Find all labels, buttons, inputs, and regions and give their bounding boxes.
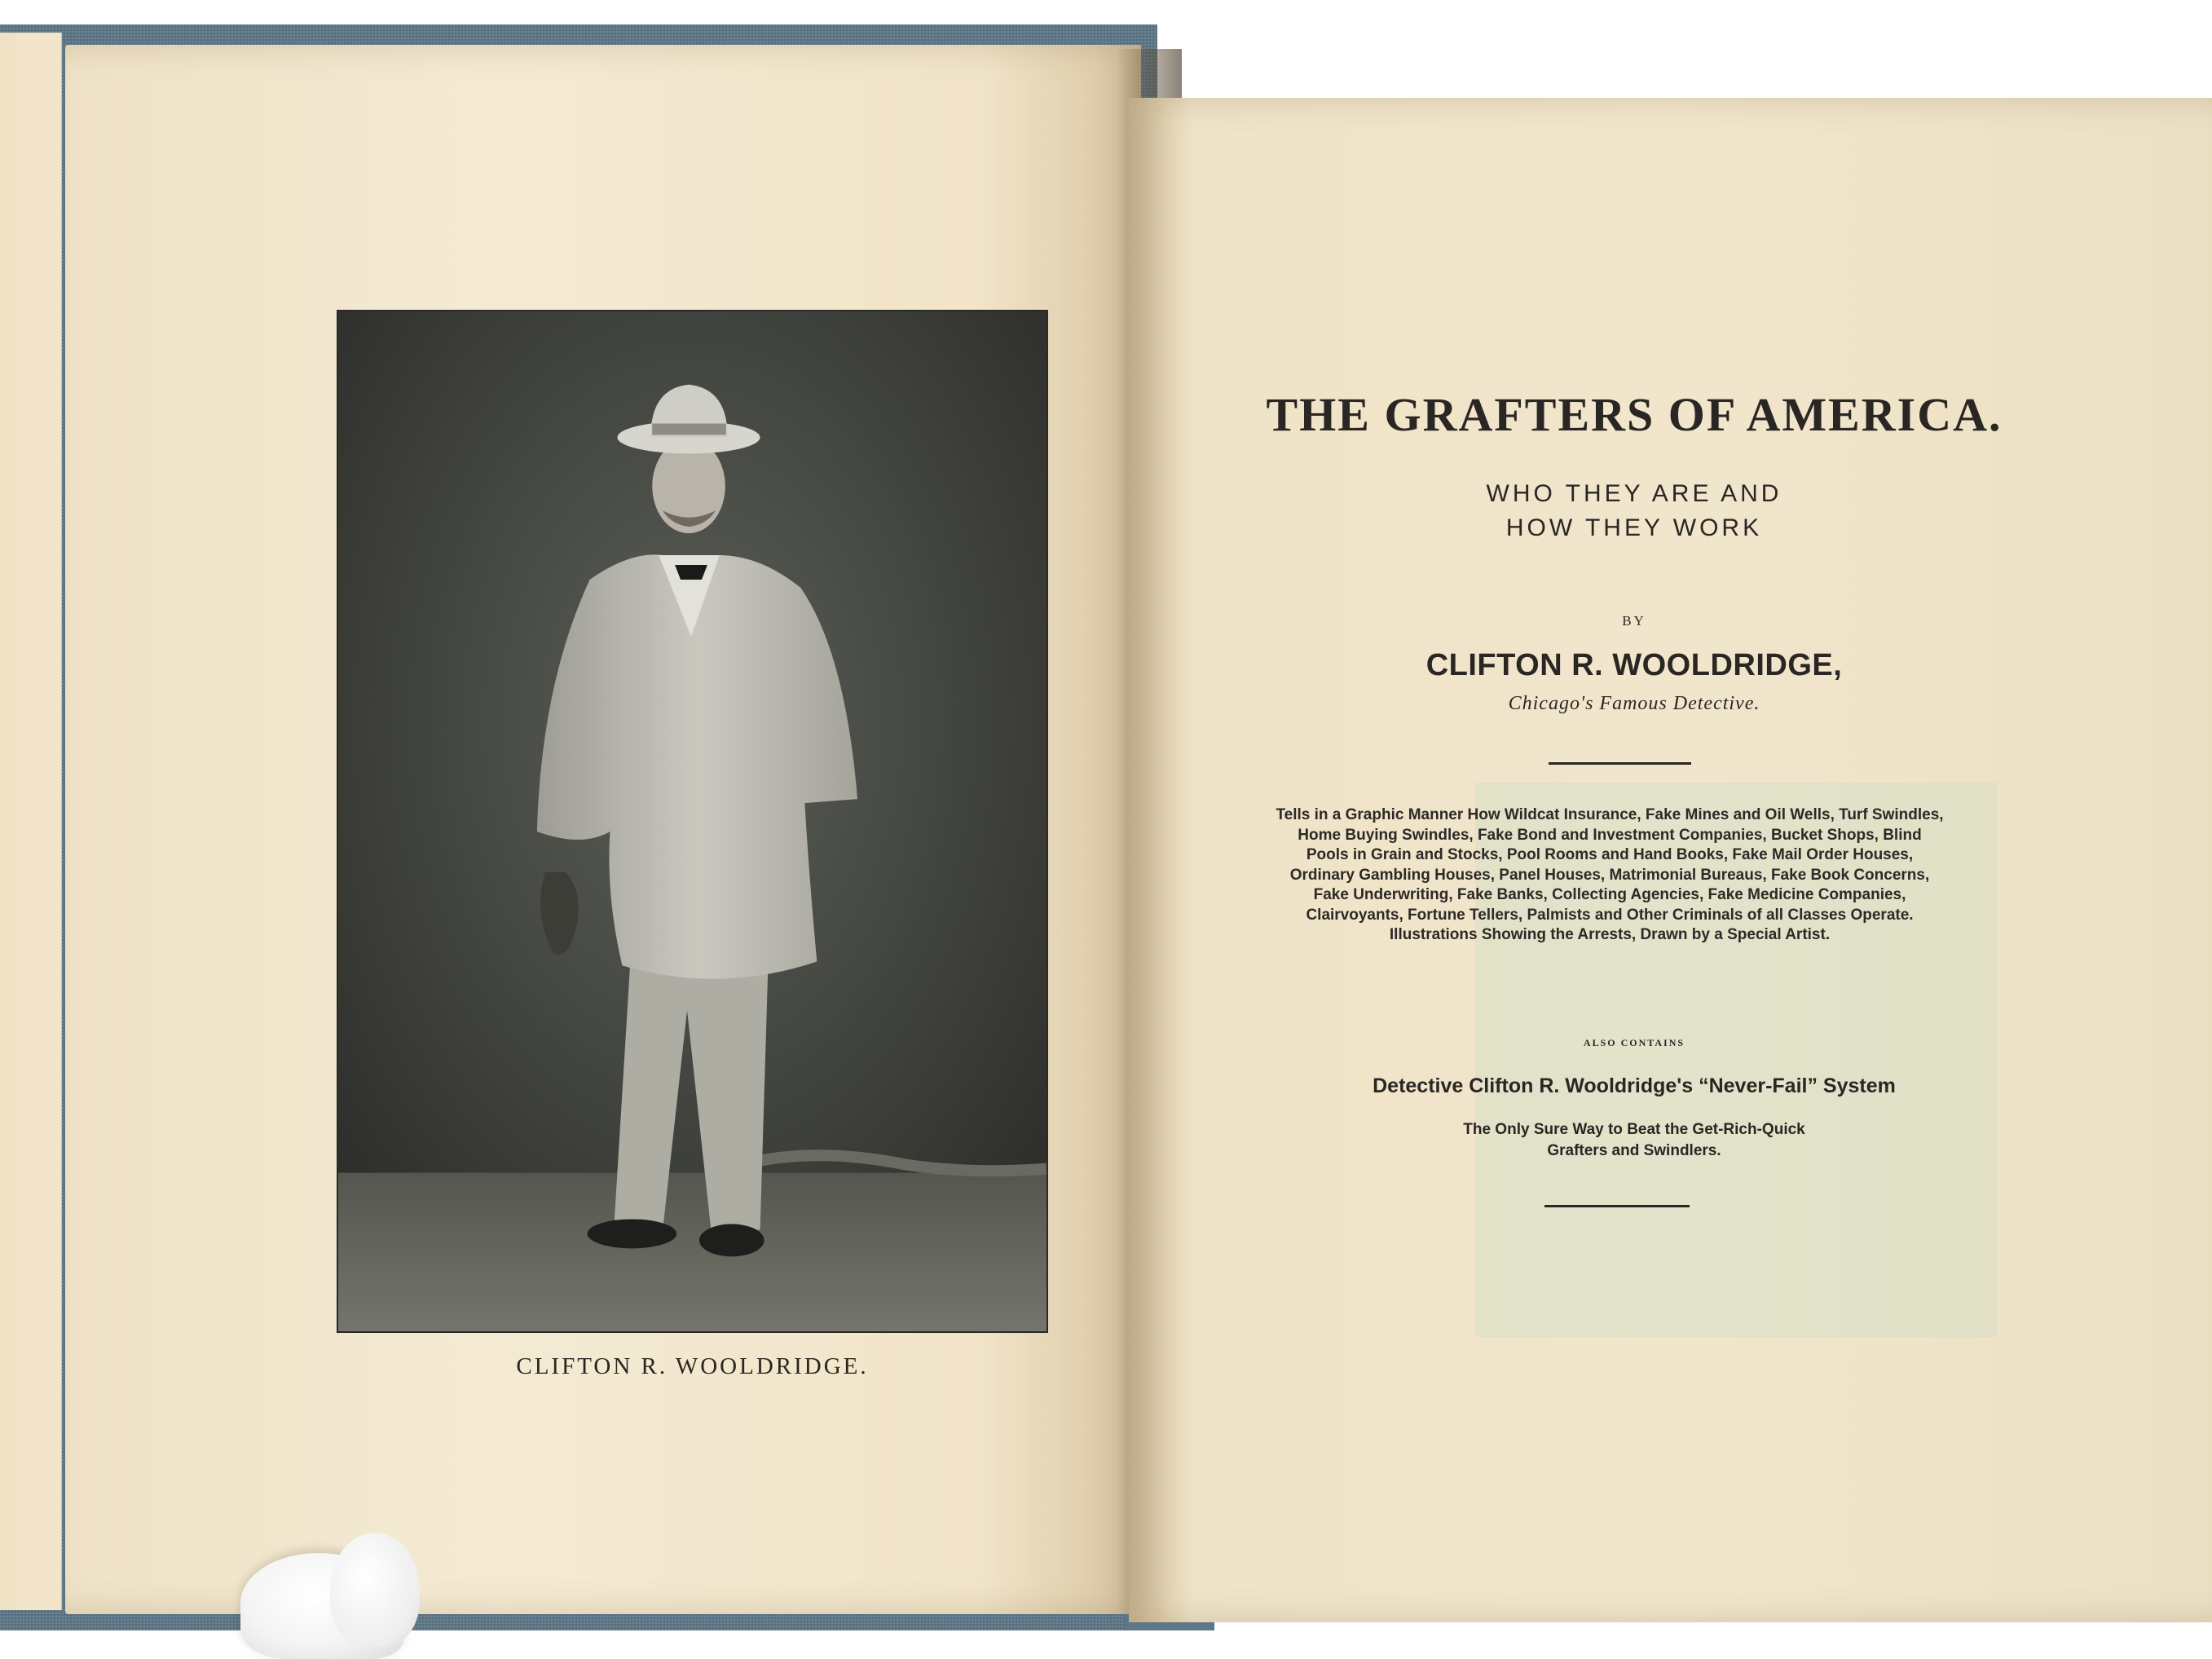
portrait-figure-drawing — [338, 311, 1047, 1331]
divider-rule-bottom — [1544, 1205, 1690, 1207]
also-contains-label: ALSO CONTAINS — [1583, 1037, 1685, 1048]
book-description: Tells in a Graphic Manner How Wildcat Insurance, Fake Mines and Oil Wells, Turf Swindles, Home Buying Swindles, Fake Bond and Investment Companies, Bucket Shops, Blind Pools in Grain and Stocks, Pool Rooms and Hand Books, Fake Mail Order Houses, Ordinary Gambling Houses, Panel Houses, Matrimonial Bureaus, Fake Book Concerns, Fake Underwriting, Fake Banks, Collecting Agencies, Fake Medicine Companies, Clairvoyants, Fortune Tellers, Palmists and Other Criminals of all Classes Operate. Illustrations Showing the Arrests, Drawn by a Special Artist. — [1276, 806, 1944, 943]
by-line: BY — [1622, 613, 1646, 629]
subtitle-line-1: WHO THEY ARE AND — [1486, 480, 1782, 507]
white-glove-finger — [330, 1533, 420, 1647]
portrait-caption: CLIFTON R. WOOLDRIDGE. — [516, 1353, 869, 1379]
divider-rule-top — [1549, 762, 1691, 765]
book-title: THE GRAFTERS OF AMERICA. — [1266, 388, 2003, 441]
author-name: CLIFTON R. WOOLDRIDGE, — [1425, 648, 1843, 682]
subtitle-line-2: HOW THEY WORK — [1505, 514, 1763, 541]
only-sure-way-line-2: Grafters and Swindlers. — [1547, 1142, 1721, 1159]
portrait-photograph — [337, 310, 1048, 1333]
book-subtitle — [1165, 477, 2103, 545]
only-sure-way-text — [1165, 1119, 2103, 1162]
page-edges-left-inner — [16, 33, 62, 1610]
never-fail-system-line: Detective Clifton R. Wooldridge's “Never-Fail” System — [1373, 1074, 1896, 1097]
author-description: Chicago's Famous Detective. — [1508, 693, 1760, 714]
only-sure-way-line-1: The Only Sure Way to Beat the Get-Rich-Quick — [1463, 1121, 1805, 1138]
